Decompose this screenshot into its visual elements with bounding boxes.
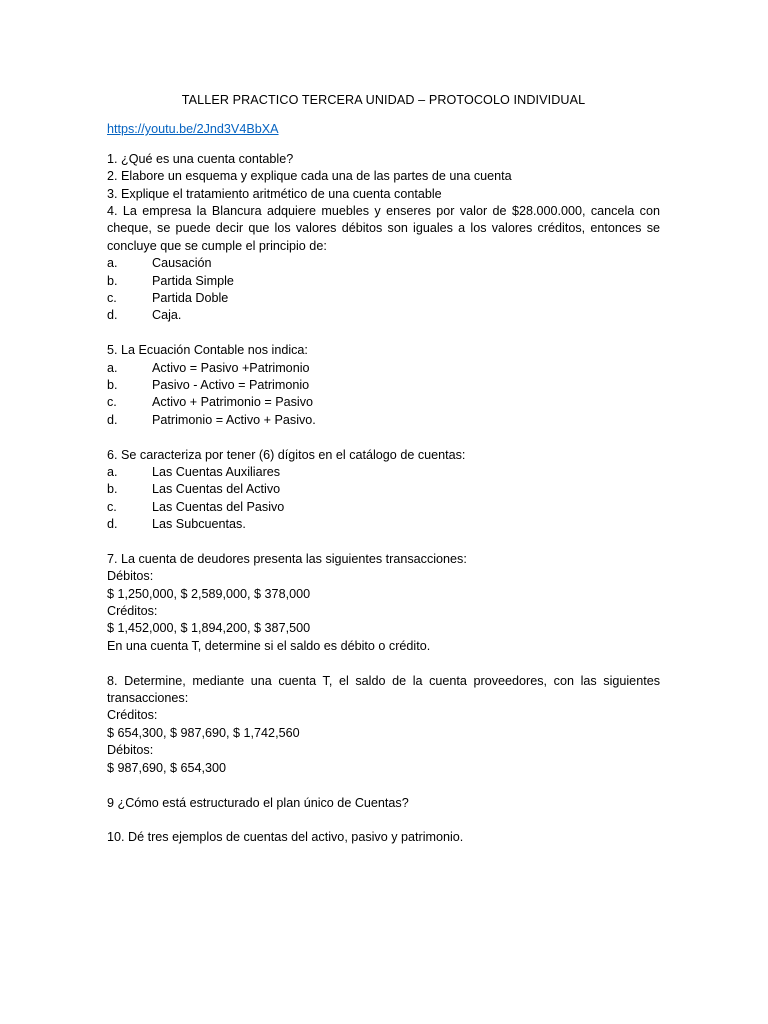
question-1: 1. ¿Qué es una cuenta contable?	[107, 151, 294, 166]
spacer	[107, 655, 660, 672]
question-3: 3. Explique el tratamiento aritmético de una cuenta contable	[107, 186, 442, 201]
q6-option-c	[107, 499, 660, 516]
spacer	[107, 325, 660, 342]
option-text: Las Cuentas del Pasivo	[152, 499, 285, 514]
q4-option-c	[107, 290, 660, 307]
option-text: Activo + Patrimonio = Pasivo	[152, 395, 313, 410]
spacer	[107, 533, 660, 550]
option-letter: d.	[107, 517, 118, 532]
question-8-line-2: transacciones:	[107, 691, 189, 706]
option-text: Las Subcuentas.	[152, 517, 246, 532]
question-5: 5. La Ecuación Contable nos indica:	[107, 343, 308, 358]
option-letter: b.	[107, 273, 118, 288]
option-letter: b.	[107, 482, 118, 497]
option-letter: c.	[107, 395, 117, 410]
option-text: Partida Simple	[152, 273, 234, 288]
option-letter: c.	[107, 290, 117, 305]
option-text: Activo = Pasivo +Patrimonio	[152, 360, 310, 375]
option-letter: d.	[107, 308, 118, 323]
question-6: 6. Se caracteriza por tener (6) dígitos en el catálogo de cuentas:	[107, 447, 466, 462]
q6-option-a	[107, 464, 660, 481]
q7-instruction: En una cuenta T, determine si el saldo es débito o crédito.	[107, 638, 431, 653]
q7-debits-label: Débitos:	[107, 569, 154, 584]
q5-option-d	[107, 412, 660, 429]
q6-option-d	[107, 516, 660, 533]
q8-credits-label: Créditos:	[107, 708, 158, 723]
q4-option-a	[107, 255, 660, 272]
q7-debits-values: $ 1,250,000, $ 2,589,000, $ 378,000	[107, 586, 311, 601]
option-letter: c.	[107, 499, 117, 514]
option-text: Patrimonio = Activo + Pasivo.	[152, 412, 316, 427]
spacer	[107, 777, 660, 794]
option-letter: d.	[107, 412, 118, 427]
question-4-line-2: cheque, se puede decir que los valores débitos son iguales a los valores créditos, entonces se	[107, 221, 660, 236]
option-text: Causación	[152, 256, 212, 271]
q5-option-b	[107, 377, 660, 394]
q7-credits-label: Créditos:	[107, 604, 158, 619]
option-text: Partida Doble	[152, 290, 229, 305]
option-letter: a.	[107, 360, 118, 375]
q8-debits-label: Débitos:	[107, 743, 154, 758]
q8-credits-values: $ 654,300, $ 987,690, $ 1,742,560	[107, 725, 300, 740]
question-7: 7. La cuenta de deudores presenta las siguientes transacciones:	[107, 551, 467, 566]
q5-option-a	[107, 360, 660, 377]
question-10: 10. Dé tres ejemplos de cuentas del activo, pasivo y patrimonio.	[107, 830, 464, 845]
option-text: Caja.	[152, 308, 182, 323]
question-9: 9 ¿Cómo está estructurado el plan único de Cuentas?	[107, 795, 409, 810]
question-4-line-3: concluye que se cumple el principio de:	[107, 238, 327, 253]
youtube-link[interactable]: https://youtu.be/2Jnd3V4BbXA	[107, 122, 279, 137]
q4-option-d	[107, 307, 660, 324]
q4-option-b	[107, 273, 660, 290]
option-letter: a.	[107, 256, 118, 271]
question-8-line-1: 8. Determine, mediante una cuenta T, el saldo de la cuenta proveedores, con las siguientes	[107, 673, 660, 688]
q6-option-b	[107, 481, 660, 498]
q5-option-c	[107, 394, 660, 411]
q7-credits-values: $ 1,452,000, $ 1,894,200, $ 387,500	[107, 621, 311, 636]
document-title: TALLER PRACTICO TERCERA UNIDAD – PROTOCOLO INDIVIDUAL	[181, 93, 586, 107]
option-text: Las Cuentas del Activo	[152, 482, 281, 497]
option-text: Pasivo - Activo = Patrimonio	[152, 377, 310, 392]
question-4-line-1: 4. La empresa la Blancura adquiere muebles y enseres por valor de $28.000.000, cancela con	[107, 204, 660, 218]
document-page	[107, 92, 660, 847]
spacer	[107, 812, 660, 829]
option-text: Las Cuentas Auxiliares	[152, 464, 281, 479]
option-letter: a.	[107, 464, 118, 479]
question-2: 2. Elabore un esquema y explique cada una de las partes de una cuenta	[107, 169, 512, 184]
option-letter: b.	[107, 377, 118, 392]
q8-debits-values: $ 987,690, $ 654,300	[107, 760, 227, 775]
spacer	[107, 429, 660, 446]
